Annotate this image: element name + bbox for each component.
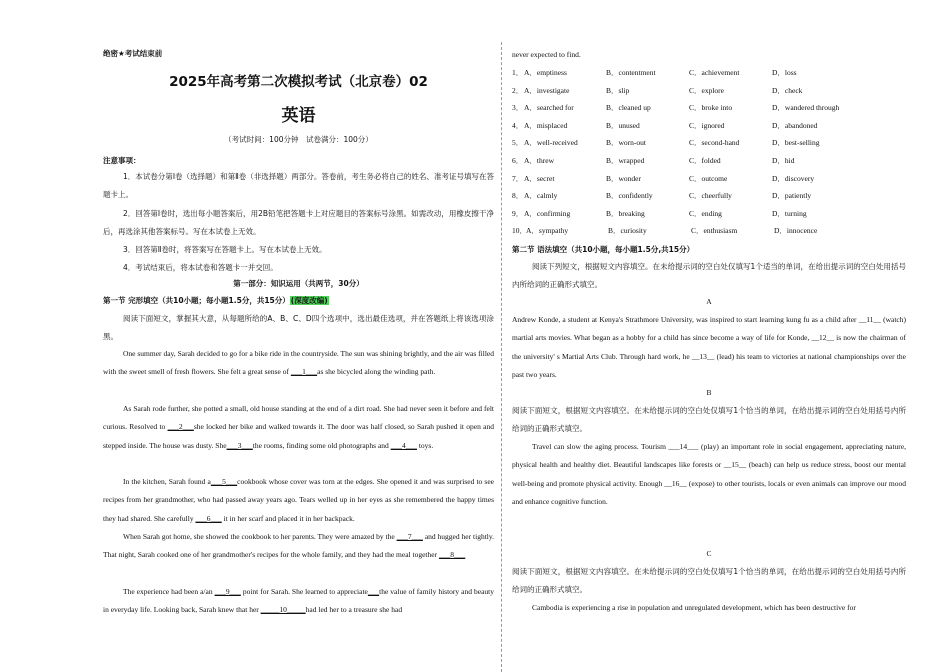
option-number: 1． — [512, 68, 524, 77]
option-a: A．misplaced — [524, 120, 568, 130]
option-b: B．worn-out — [606, 138, 646, 148]
option-b: B．cleaned up — [606, 103, 651, 113]
option-d: D．hid — [772, 156, 795, 165]
passage-a-label: A — [706, 297, 712, 306]
option-number: 6． — [512, 156, 524, 165]
note-3: 3．回答第Ⅱ卷时，将答案写在答题卡上。写在本试卷上无效。 — [123, 245, 327, 254]
option-c: C．outcome — [689, 173, 728, 183]
passage-b-label: B — [706, 388, 712, 397]
note-2: 2．回答第Ⅰ卷时，选出每小题答案后，用2B铅笔把答题卡上对应题目的答案标号涂黑。如需改动，用橡皮擦干净后，再选涂其他答案标号。写在本试卷上无效。 — [103, 209, 494, 237]
option-c: C．achievement — [689, 68, 740, 77]
blank-2: ___2___ — [167, 422, 194, 432]
section2-heading: 第二节 语法填空（共10小题，每小题1.5分,共15分） — [512, 245, 695, 254]
option-b: B．contentment — [606, 68, 656, 77]
option-a: A．calmly — [524, 191, 558, 201]
option-a: A．secret — [524, 173, 555, 183]
option-number: 4． — [512, 120, 524, 130]
blank-6: ___6___ — [195, 513, 222, 523]
blank-unnumbered: ___ — [367, 587, 380, 596]
passage-paragraph-1: One summer day, Sarah decided to go for a bike ride in the countryside. The sun was shining brightly, and the air was filled with the sweet smell of fresh flowers. She felt a great sense of ___1___as she bicycled along the winding path. — [103, 349, 494, 377]
column-divider — [501, 42, 502, 672]
blank-3: ___3___ — [226, 440, 253, 450]
subject-title: 英语 — [281, 106, 316, 126]
option-a: A．threw — [524, 156, 554, 165]
exam-title: 2025年高考第二次模拟考试（北京卷）02 — [169, 74, 428, 90]
option-c: C．second-hand — [689, 138, 740, 148]
blank-8: ___8___ — [438, 550, 466, 560]
option-number: 10． — [512, 226, 527, 236]
option-d: D．abandoned — [772, 120, 818, 130]
option-number: 9． — [512, 208, 524, 218]
option-number: 8． — [512, 191, 524, 201]
section1-tag: (深度改编) — [290, 296, 328, 305]
blank-7: ___7___ — [396, 532, 423, 541]
option-b: B．wrapped — [606, 156, 645, 165]
option-number: 7． — [512, 173, 524, 183]
passage-b-instruction: 阅读下面短文，根据短文内容填空。在未给提示词的空白处仅填写1个恰当的单词，在给出提示词的空白处用括号内所给词的正确形式填空。 — [512, 406, 906, 434]
section1-heading — [103, 295, 329, 306]
blank-5: ___5___ — [210, 477, 238, 486]
blank-4: ___4___ — [390, 440, 417, 450]
option-d: D．best-selling — [772, 138, 820, 148]
blank-1: ___1___ — [290, 367, 318, 377]
notes-heading: 注意事项： — [103, 156, 141, 165]
note-1: 1．本试卷分第Ⅰ卷（选择题）和第Ⅱ卷（非选择题）两部分。答卷前，考生务必将自己的姓名、准考证号填写在答题卡上。 — [103, 172, 494, 200]
option-number: 3． — [512, 103, 524, 113]
option-a: A．confirming — [524, 208, 571, 218]
option-a: A．emptiness — [524, 68, 567, 77]
option-c: C．folded — [689, 156, 721, 165]
option-d: D．patiently — [772, 191, 812, 201]
option-c: C．ending — [689, 208, 722, 218]
passage-a: Andrew Konde, a student at Kenya's Strathmore University, was inspired to start learning kung fu as a child after __11__ (watch) martial arts movies. What began as a hobby for a child has since become a way of life for Konde, __12__ is now the chairman of the university' s Martial Arts Club. Through hard work, he __13__ (lead) his team to victories at national championships over the past two years. — [512, 315, 906, 379]
option-b: B．slip — [606, 85, 630, 95]
option-d: D．wandered through — [772, 103, 840, 113]
option-d: D．discovery — [772, 173, 815, 183]
option-c: C．ignored — [689, 120, 725, 130]
option-b: B．wonder — [606, 173, 641, 183]
exam-info: （考试时间：100分钟 试卷满分：100分） — [224, 135, 373, 144]
option-a: A．sympathy — [526, 226, 569, 236]
passage-c-label: C — [706, 549, 712, 558]
blank-10: _____10_____ — [260, 605, 306, 615]
option-c: C．explore — [689, 85, 724, 95]
secret-mark: 绝密★考试结束前 — [103, 49, 163, 58]
section1-instruction: 阅读下面短文，掌握其大意，从每题所给的A、B、C、D四个选项中，选出最佳选项，并在答题纸上将该选项涂黑。 — [103, 314, 494, 342]
option-a: A．searched for — [524, 103, 574, 113]
option-d: D．innocence — [774, 226, 818, 236]
option-number: 2． — [512, 85, 524, 95]
section1-title: 第一节 完形填空（共10小题；每小题1.5分，共15分） — [103, 296, 290, 305]
option-b: B．confidently — [606, 191, 653, 201]
option-d: D．turning — [772, 208, 807, 218]
passage-paragraph-2: As Sarah rode further, she potted a small, old house standing at the end of a dirt road. She had never seen it before and felt curious. Resolved to ___2___she locked her bike and walked towards it. The door was half closed, so Sarah pushed it open and stepped inside. The house was dusty. She___3___the rooms, finding some old photographs and ___4___ toys. — [103, 404, 495, 450]
option-d: D．loss — [772, 68, 797, 77]
option-c: C．broke into — [689, 103, 733, 113]
passage-c-instruction: 阅读下面短文，根据短文内容填空。在未给提示词的空白处仅填写1个恰当的单词，在给出提示词的空白处用括号内所给词的正确形式填空。 — [512, 567, 906, 595]
option-a: A．well-received — [524, 138, 578, 148]
section2-instruction: 阅读下列短文，根据短文内容填空。在未给提示词的空白处仅填写1个适当的单词，在给出提示词的空白处用括号内所给词的正确形式填空。 — [512, 262, 906, 290]
option-a: A．investigate — [524, 85, 570, 95]
option-c: C．cheerfully — [689, 191, 732, 201]
option-b: B．curiosity — [608, 226, 647, 236]
passage-paragraph-5: The experience had been a/an ___9___ point for Sarah. She learned to appreciate___the value of family history and beauty in everyday life. Looking back, Sarah knew that her _____10_____had led her to a treasure she had — [103, 587, 494, 615]
blank-9: ___9___ — [214, 587, 241, 596]
note-4: 4．考试结束后，将本试卷和答题卡一并交回。 — [123, 263, 278, 272]
option-c: C．enthusiasm — [691, 226, 738, 236]
option-b: B．unused — [606, 120, 640, 130]
option-b: B．breaking — [606, 208, 645, 218]
option-d: D．check — [772, 85, 803, 95]
passage-b: Travel can slow the aging process. Tourism ___14___ (play) an important role in social engagement, appreciating nature, physical health and healthy diet. Beautiful landscapes like forests or __15__ (beach) can help us reduce stress, boost our mental well-being and promote physical activity. Enough __16__ (expose) to other tourists, locals or even animals can improve our mood and enhance cognitive function. — [512, 442, 906, 506]
passage-paragraph-3: In the kitchen, Sarah found a___5___cookbook whose cover was torn at the edges. She opened it and was surprised to see recipes from her grandmother, who had passed away years ago. Tears welled up in her eyes as she remembered the happy times they had shared. She carefully ___6___ it in her scarf and placed it in her backpack. — [103, 477, 494, 523]
part1-heading: 第一部分：知识运用（共两节，30分） — [233, 279, 364, 288]
passage-continuation: never expected to find. — [512, 50, 581, 59]
passage-c: Cambodia is experiencing a rise in population and unregulated development, which has been destructive for — [532, 603, 856, 612]
option-number: 5． — [512, 138, 524, 148]
passage-paragraph-4: When Sarah got home, she showed the cookbook to her parents. They were amazed by the ___7___ and hugged her tightly. That night, Sarah cooked one of her grandmother's recipes for the whole family, and they had the meal together ___8___ — [103, 532, 494, 560]
